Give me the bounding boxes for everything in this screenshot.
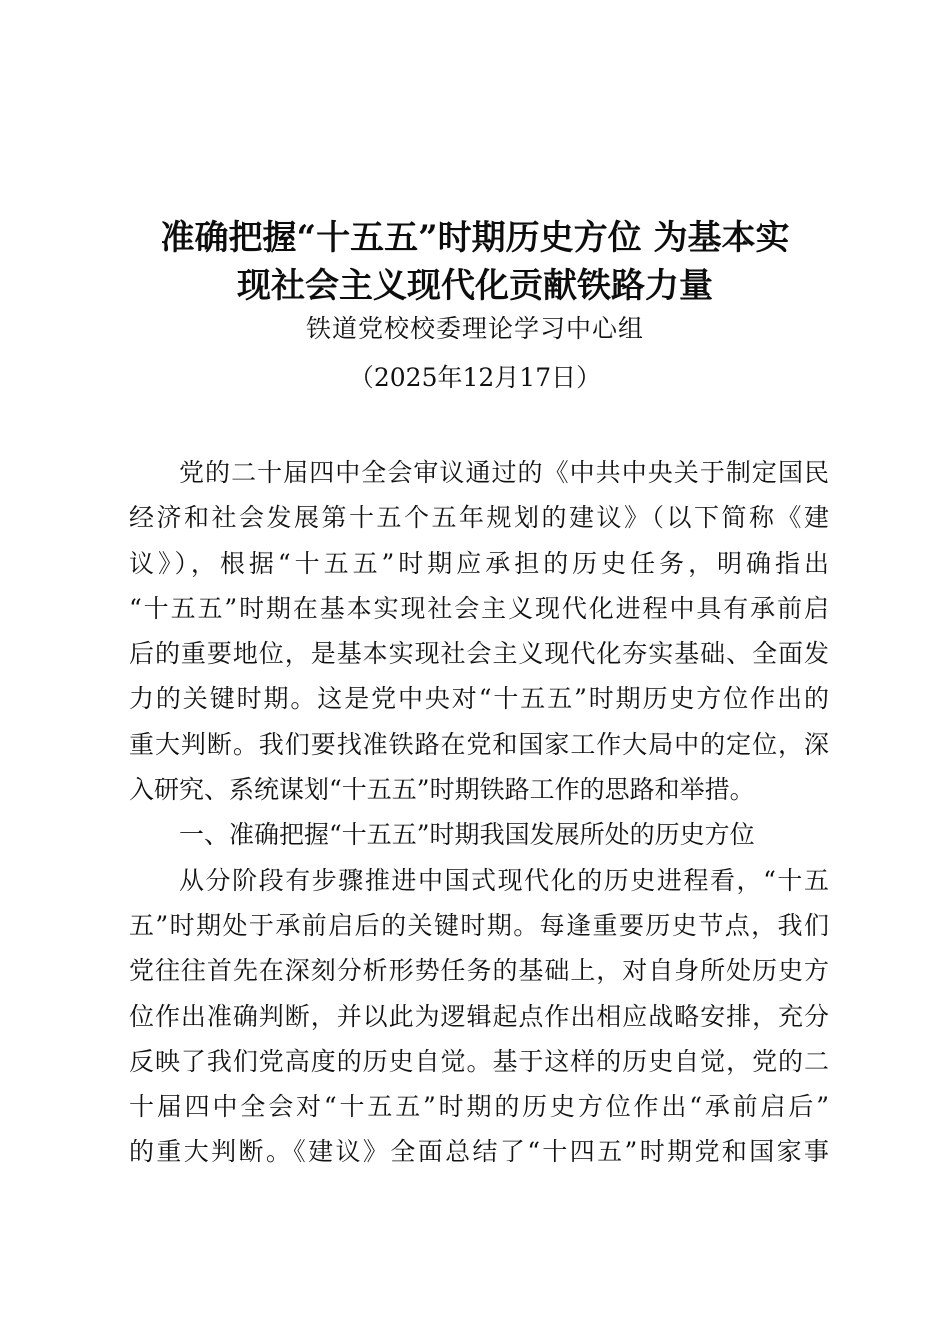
section-heading: 一、准确把握“十五五”时期我国发展所处的历史方位: [179, 820, 755, 850]
body-line: 从分阶段有步骤推进中国式现代化的历史进程看，“十五: [179, 865, 829, 895]
body-line: 后的重要地位，是基本实现社会主义现代化夯实基础、全面发: [129, 639, 829, 669]
body-line: 议》），根据“十五五”时期应承担的历史任务，明确指出: [129, 548, 829, 578]
body-line: 党往往首先在深刻分析形势任务的基础上，对自身所处历史方: [129, 956, 829, 986]
document-body: [129, 450, 829, 1175]
body-line: 经济和社会发展第十五个五年规划的建议》（以下简称《建: [129, 503, 829, 533]
body-line: 党的二十届四中全会审议通过的《中共中央关于制定国民: [179, 458, 829, 487]
body-line: 位作出准确判断，并以此为逻辑起点作出相应战略安排，充分: [129, 1001, 829, 1031]
body-line: 反映了我们党高度的历史自觉。基于这样的历史自觉，党的二: [129, 1046, 829, 1076]
body-line: 十届四中全会对“十五五”时期的历史方位作出“承前启后”: [129, 1092, 829, 1122]
body-line: 力的关键时期。这是党中央对“十五五”时期历史方位作出的: [129, 684, 829, 714]
body-line: 五”时期处于承前启后的关键时期。每逢重要历史节点，我们: [129, 910, 829, 940]
body-line: “十五五”时期在基本实现社会主义现代化进程中具有承前启: [129, 593, 829, 623]
document-date: （2025年12月17日）: [348, 363, 602, 392]
body-line: 的重大判断。《建议》全面总结了“十四五”时期党和国家事: [129, 1137, 829, 1167]
document-author: 铁道党校校委理论学习中心组: [305, 314, 644, 343]
body-line: 重大判断。我们要找准铁路在党和国家工作大局中的定位，深: [129, 729, 829, 759]
document-title-line-1: 准确把握“十五五”时期历史方位 为基本实: [160, 218, 790, 258]
document-title-line-2: 现社会主义现代化贡献铁路力量: [237, 266, 713, 306]
body-line: 入研究、系统谋划“十五五”时期铁路工作的思路和举措。: [129, 775, 755, 805]
